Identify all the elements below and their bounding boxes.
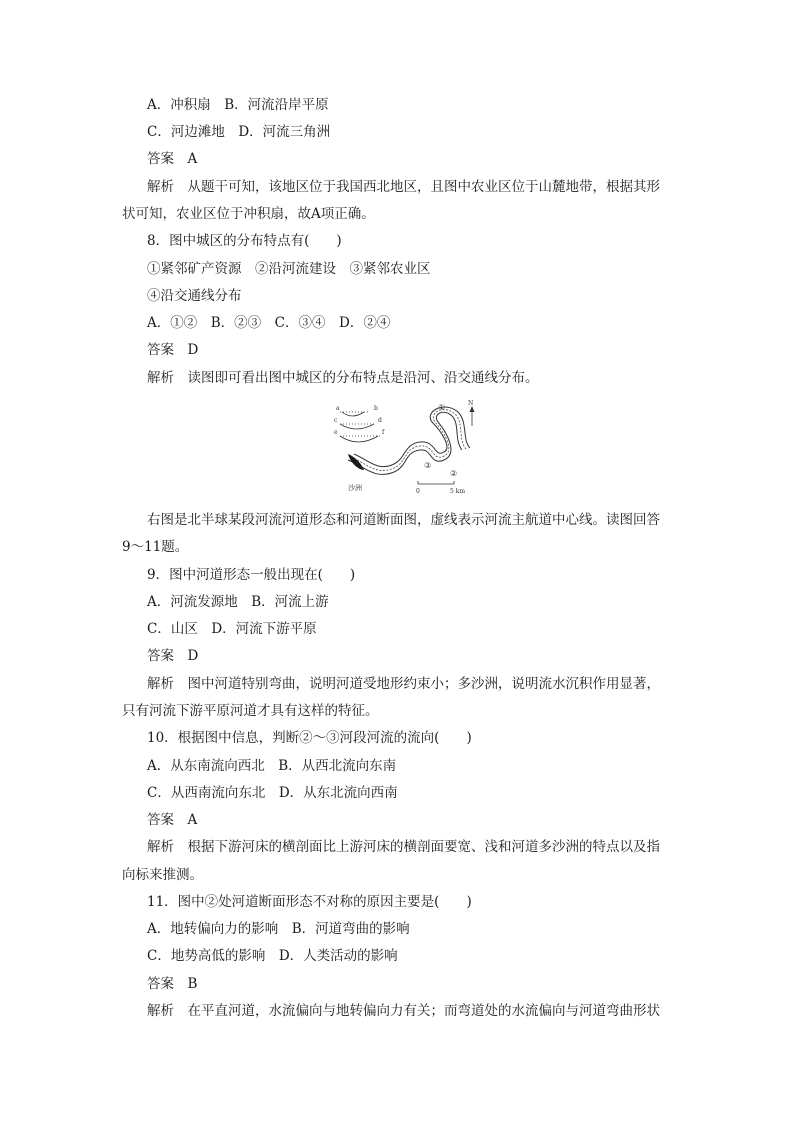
question-8: 8．图中城区的分布特点有( ) bbox=[147, 233, 342, 249]
north-label: N bbox=[468, 400, 474, 407]
question-10: 10．根据图中信息，判断②～③河段河流的流向( ) bbox=[147, 730, 472, 746]
river-channel-diagram bbox=[334, 400, 478, 496]
explanation-line: 解析 图中河道特别弯曲，说明河道受地形约束小；多沙洲，说明流水沉积作用显著， bbox=[147, 676, 660, 692]
north-arrow-icon bbox=[470, 406, 475, 426]
option-line: A．冲积扇 B．河流沿岸平原 bbox=[147, 97, 329, 113]
option-line: A．从东南流向西北 B．从西北流向东南 bbox=[147, 758, 397, 774]
label-c: c bbox=[334, 417, 338, 424]
cross-section-profiles bbox=[340, 412, 380, 442]
option-line: A．地转偏向力的影响 B．河道弯曲的影响 bbox=[147, 921, 410, 937]
label-b: b bbox=[374, 405, 378, 412]
scale-bar bbox=[418, 481, 454, 484]
option-line: C．地势高低的影响 D．人类活动的影响 bbox=[147, 948, 398, 964]
answer-line: 答案 A bbox=[147, 812, 198, 828]
sandbar-shape bbox=[348, 454, 364, 470]
explanation-line: 解析 根据下游河床的横剖面比上游河床的横剖面要宽、浅和河道多沙洲的特点以及指 bbox=[147, 839, 660, 855]
label-a: a bbox=[336, 405, 340, 412]
explanation-line: 状可知，农业区位于冲积扇，故A项正确。 bbox=[122, 206, 375, 222]
answer-line: 答案 D bbox=[147, 648, 199, 664]
option-line: C．河边滩地 D．河流三角洲 bbox=[147, 124, 331, 140]
answer-line: 答案 D bbox=[147, 342, 199, 358]
explanation-line: 只有河流下游平原河道才具有这样的特征。 bbox=[122, 703, 379, 719]
explanation-line: 向标来推测。 bbox=[122, 867, 203, 883]
label-d: d bbox=[378, 417, 382, 424]
option-line: C．山区 D．河流下游平原 bbox=[147, 621, 317, 637]
question-8-items: ④沿交通线分布 bbox=[147, 288, 242, 304]
river-channel-figure bbox=[334, 400, 478, 496]
explanation-line: 解析 从题干可知，该地区位于我国西北地区，且图中农业区位于山麓地带，根据其形 bbox=[147, 179, 660, 195]
option-line: C．从西南流向东北 D．从东北流向西南 bbox=[147, 785, 398, 801]
label-f: f bbox=[382, 429, 385, 436]
marker-2: ② bbox=[450, 469, 458, 478]
question-8-items: ①紧邻矿产资源 ②沿河流建设 ③紧邻农业区 bbox=[147, 261, 431, 277]
answer-line: 答案 A bbox=[147, 151, 198, 167]
figure-intro: 9～11题。 bbox=[122, 539, 189, 555]
sandbar-label: 沙洲 bbox=[348, 484, 362, 492]
option-line: A．①② B．②③ C．③④ D．②④ bbox=[147, 315, 391, 331]
answer-line: 答案 B bbox=[147, 976, 198, 992]
question-11: 11．图中②处河道断面形态不对称的原因主要是( ) bbox=[147, 894, 472, 910]
explanation-line: 解析 在平直河道，水流偏向与地转偏向力有关；而弯道处的水流偏向与河道弯曲形状 bbox=[147, 1003, 660, 1019]
figure-intro: 右图是北半球某段河流河道形态和河道断面图，虚线表示河流主航道中心线。读图回答 bbox=[147, 512, 660, 528]
label-e: e bbox=[334, 429, 338, 436]
explanation-line: 解析 读图即可看出图中城区的分布特点是沿河、沿交通线分布。 bbox=[147, 370, 539, 386]
question-9: 9．图中河道形态一般出现在( ) bbox=[147, 567, 356, 583]
scale-km: 5 km bbox=[450, 488, 466, 495]
marker-3: ③ bbox=[424, 461, 432, 470]
scale-zero: 0 bbox=[416, 488, 420, 495]
option-line: A．河流发源地 B．河流上游 bbox=[147, 594, 329, 610]
marker-1: ① bbox=[438, 403, 446, 412]
